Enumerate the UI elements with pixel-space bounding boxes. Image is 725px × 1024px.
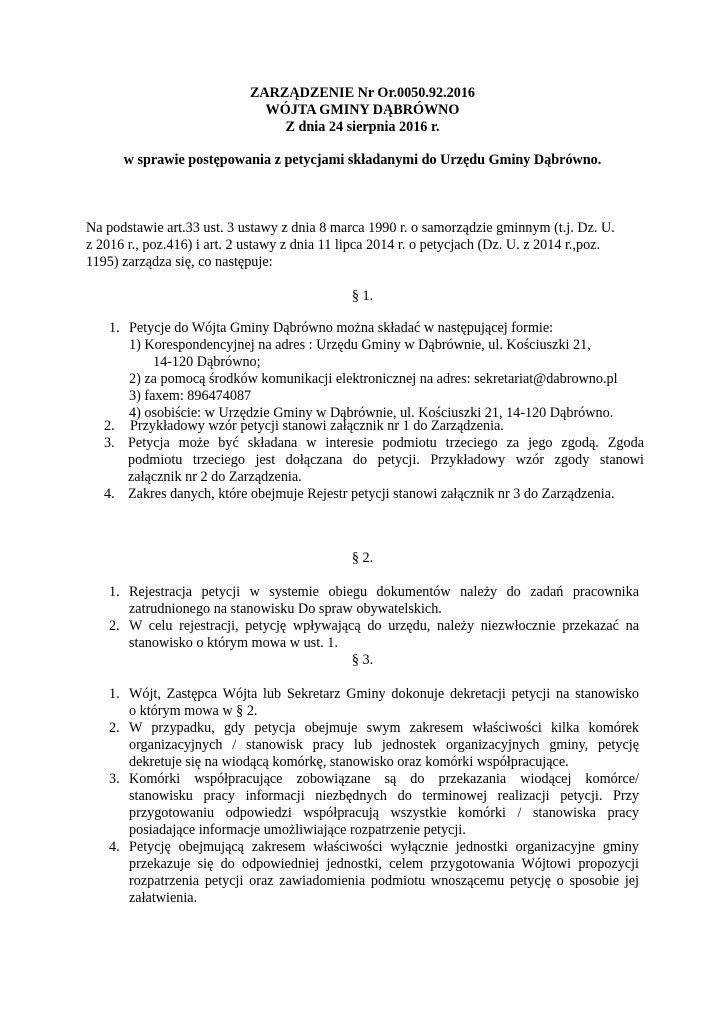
legal-basis-line: 1195) zarządza się, co następuje: [86, 254, 273, 270]
list-item-text: przekazuje się do odpowiedniej jednostki, celem przygotowania Wójtowi propozycji [129, 856, 639, 872]
document-header [0, 85, 725, 136]
list-item [109, 839, 639, 907]
list-item-text: stanowisko o którym mowa w ust. 1. [129, 635, 338, 651]
list-item-text: posiadające informacje umożliwiające rozpatrzenie petycji. [129, 822, 466, 838]
list-item-text: Petycje do Wójta Gminy Dąbrówno można składać w następującej formie: [129, 320, 554, 336]
list-item-text: stanowisku pracy informacji niezbędnych do terminowej realizacji petycji. Przy [129, 788, 639, 804]
sub-list [129, 337, 644, 422]
sub-item: 2) za pomocą środków komunikacji elektronicznej na adres: sekretariat@dabrowno.pl [129, 371, 618, 387]
ordinance-number: ZARZĄDZENIE Nr Or.0050.92.2016 [249, 85, 476, 101]
list-item [109, 720, 639, 771]
list-number: 4. [104, 486, 115, 502]
section-1-list-continued [104, 418, 644, 503]
list-item-text: Petycję obejmującą zakresem właściwości wyłącznie jednostki organizacyjne gminy [129, 839, 639, 855]
section-2-list [109, 584, 639, 652]
list-item-text: Rejestracja petycji w systemie obiegu dokumentów należy do zadań pracownika [129, 584, 639, 600]
list-item-text: podmiotu trzeciego jest dołączana do petycji. Przykładowy wzór zgody stanowi [128, 452, 644, 468]
list-item-text: Wójt, Zastępca Wójta lub Sekretarz Gminy dokonuje dekretacji petycji na stanowisko [129, 686, 639, 702]
list-item [109, 320, 644, 422]
list-item-text: W przypadku, gdy petycja obejmuje swym zakresem właściwości kilka komórek [129, 720, 639, 736]
legal-basis-line: Na podstawie art.33 ust. 3 ustawy z dnia 8 marca 1990 r. o samorządzie gminnym (t.j. Dz. U. [86, 220, 615, 236]
section-3-list [109, 686, 639, 907]
section-1-list [109, 320, 644, 422]
issue-date: Z dnia 24 sierpnia 2016 r. [285, 119, 440, 135]
list-item [104, 486, 644, 503]
list-item-text: rozpatrzenia petycji oraz zawiadomienia podmiotu wnoszącemu petycję o sposobie jej [129, 873, 639, 889]
list-item-text: dekretuje się na wiodącą komórkę, stanowisko oraz komórki współpracujące. [129, 754, 569, 770]
list-number: 2. [109, 618, 120, 634]
list-item [104, 418, 644, 435]
list-number: 1. [109, 320, 120, 336]
list-item [109, 618, 639, 652]
list-item-text: Zakres danych, które obejmuje Rejestr petycji stanowi załącznik nr 3 do Zarządzenia. [128, 486, 615, 502]
document-subject: w sprawie postępowania z petycjami składanymi do Urzędu Gminy Dąbrówno. [123, 152, 602, 168]
section-2-heading: § 2. [351, 550, 374, 566]
sub-item: 1) Korespondencyjnej na adres : Urzędu Gminy w Dąbrównie, ul. Kościuszki 21, [129, 337, 591, 353]
list-number: 4. [109, 839, 120, 855]
list-item [109, 686, 639, 720]
list-item-text: Przykładowy wzór petycji stanowi załącznik nr 1 do Zarządzenia. [130, 418, 504, 434]
list-number: 2. [104, 418, 115, 434]
list-number: 3. [109, 771, 120, 787]
sub-item: 4) osobiście: w Urzędzie Gminy w Dąbrównie, ul. Kościuszki 21, 14-120 Dąbrówno. [129, 405, 614, 421]
list-item-text: organizacyjnych / stanowisk pracy lub jednostek organizacyjnych gminy, petycję [129, 737, 639, 753]
section-3-heading: § 3. [351, 652, 374, 668]
sub-item-continuation: 14-120 Dąbrówno; [153, 354, 261, 370]
list-item-text: załatwienia. [129, 890, 198, 906]
legal-basis-line: z 2016 r., poz.416) i art. 2 ustawy z dnia 11 lipca 2014 r. o petycjach (Dz. U. z 2014 r.,poz. [86, 237, 601, 253]
list-item-text: przygotowaniu odpowiedzi współpracują wszystkie komórki / stanowiska pracy [129, 805, 639, 821]
list-number: 2. [109, 720, 120, 736]
list-item-text: W celu rejestracji, petycję wpływającą do urzędu, należy niezwłocznie przekazać na [129, 618, 639, 634]
sub-item: 3) faxem: 896474087 [129, 388, 252, 404]
section-1-heading: § 1. [351, 288, 374, 304]
list-item [109, 584, 639, 618]
list-number: 1. [109, 686, 120, 702]
list-item-text: załącznik nr 2 do Zarządzenia. [128, 469, 302, 485]
list-item-text: Petycja może być składana w interesie podmiotu trzeciego za jego zgodą. Zgoda [128, 435, 644, 451]
list-number: 3. [104, 435, 115, 451]
list-item [109, 771, 639, 839]
list-item [104, 435, 644, 486]
list-item-text: Komórki współpracujące zobowiązane są do przekazania wiodącej komórce/ [129, 771, 639, 787]
issuer: WÓJTA GMINY DĄBRÓWNO [265, 102, 460, 118]
legal-basis [86, 220, 646, 271]
list-number: 1. [109, 584, 120, 600]
list-item-text: o którym mowa w § 2. [129, 703, 258, 719]
list-item-text: zatrudnionego na stanowisku Do spraw obywatelskich. [129, 601, 442, 617]
